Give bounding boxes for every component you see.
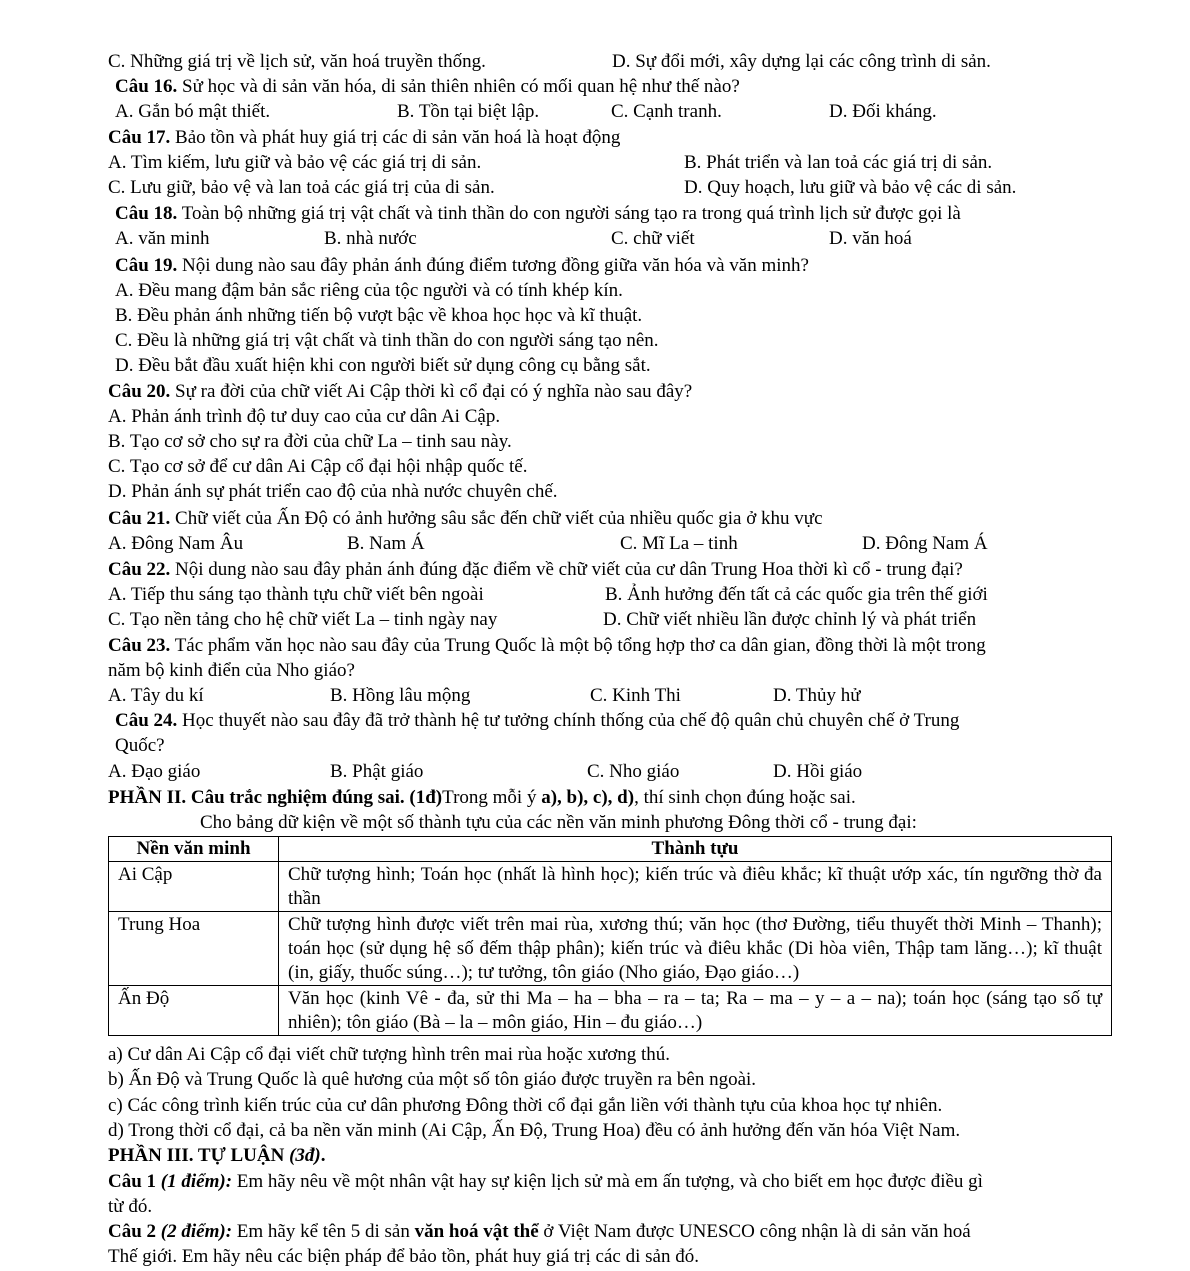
q22-text: Nội dung nào sau đây phản ánh đúng đặc điểm về chữ viết của cư dân Trung Hoa thời kì cổ - trung đại? (170, 559, 963, 580)
q23-option-a: A. Tây du kí (108, 685, 204, 706)
q16-option-c: C. Cạnh tranh. (611, 101, 722, 122)
q19-label: Câu 19. (115, 255, 178, 276)
essay-q2-text-2: Thế giới. Em hãy nêu các biện pháp để bảo tồn, phát huy giá trị các di sản đó. (108, 1246, 699, 1267)
essay-q2-label: Câu 2 (108, 1221, 161, 1242)
essay-q1-points: (1 điểm): (160, 1171, 233, 1192)
essay-q1-label: Câu 1 (108, 1171, 161, 1192)
part2-statement-b: b) Ấn Độ và Trung Quốc là quê hương của một số tôn giáo được truyền ra bên ngoài. (108, 1069, 757, 1090)
part2-intro-2: , thí sinh chọn đúng hoặc sai. (634, 787, 856, 808)
q24-question (115, 709, 959, 734)
q16-text: Sử học và di sản văn hóa, di sản thiên nhiên có mối quan hệ như thế nào? (177, 76, 740, 97)
q20-question (108, 380, 692, 405)
q17-text: Bảo tồn và phát huy giá trị các di sản văn hoá là hoạt động (170, 127, 621, 148)
q18-option-d: D. văn hoá (829, 228, 912, 249)
row-civilization-name: Ai Cập (109, 862, 279, 912)
part3-title-end: . (320, 1145, 326, 1166)
q17-option-c: C. Lưu giữ, bảo vệ và lan toả các giá trị của di sản. (108, 177, 495, 198)
part2-intro-1: Trong mỗi ý (442, 787, 542, 808)
q15-option-d: D. Sự đổi mới, xây dựng lại các công trình di sản. (612, 51, 991, 72)
row-achievements: Chữ tượng hình; Toán học (nhất là hình học); kiến trúc và điêu khắc; kĩ thuật ướp xác, tín ngưỡng thờ đa thần (279, 862, 1112, 912)
q20-option-d: D. Phản ánh sự phát triển cao độ của nhà nước chuyên chế. (108, 481, 558, 502)
q23-option-b: B. Hồng lâu mộng (330, 685, 471, 706)
part2-title: PHẦN II. Câu trắc nghiệm đúng sai. (1đ) (108, 787, 443, 808)
q23-text-2: năm bộ kinh điển của Nho giáo? (108, 660, 355, 681)
q21-option-d: D. Đông Nam Á (862, 533, 988, 554)
header-achievements: Thành tựu (279, 837, 1112, 862)
q24-option-d: D. Hồi giáo (773, 761, 863, 782)
essay-q2-points: (2 điểm): (160, 1221, 233, 1242)
q17-option-a: A. Tìm kiếm, lưu giữ và bảo vệ các giá trị di sản. (108, 152, 482, 173)
row-civilization-name: Ấn Độ (109, 986, 279, 1036)
q22-question (108, 558, 963, 583)
q19-text: Nội dung nào sau đây phản ánh đúng điểm tương đồng giữa văn hóa và văn minh? (177, 255, 809, 276)
q20-option-c: C. Tạo cơ sở để cư dân Ai Cập cổ đại hội nhập quốc tế. (108, 456, 528, 477)
table-caption: Cho bảng dữ kiện về một số thành tựu của các nền văn minh phương Đông thời cổ - trung đại: (200, 812, 917, 833)
q18-text: Toàn bộ những giá trị vật chất và tinh thần do con người sáng tạo ra trong quá trình lịch sử được gọi là (177, 203, 961, 224)
essay-q2-text-a: Em hãy kể tên 5 di sản (232, 1221, 415, 1242)
q19-option-c: C. Đều là những giá trị vật chất và tinh thần do con người sáng tạo nên. (115, 330, 659, 351)
table-row (109, 986, 1112, 1036)
essay-question-1 (108, 1170, 983, 1195)
essay-q1-text-2: từ đó. (108, 1196, 153, 1217)
part2-intro-bold: a), b), c), d) (541, 787, 635, 808)
row-achievements: Văn học (kinh Vê - đa, sử thi Ma – ha – bha – ra – ta; Ra – ma – y – a – na); toán học (sáng tạo số tự nhiên); tôn giáo (Bà – la – môn giáo, Hin – đu giáo…) (279, 986, 1112, 1036)
q24-label: Câu 24. (115, 710, 178, 731)
q16-label: Câu 16. (115, 76, 178, 97)
q15-option-c: C. Những giá trị về lịch sử, văn hoá truyền thống. (108, 51, 486, 72)
q24-text-1: Học thuyết nào sau đây đã trở thành hệ tư tưởng chính thống của chế độ quân chủ chuyên chế ở Trung (177, 710, 960, 731)
q19-option-a: A. Đều mang đậm bản sắc riêng của tộc người và có tính khép kín. (115, 280, 623, 301)
q17-option-d: D. Quy hoạch, lưu giữ và bảo vệ các di sản. (684, 177, 1017, 198)
q19-option-d: D. Đều bắt đầu xuất hiện khi con người biết sử dụng công cụ bằng sắt. (115, 355, 651, 376)
q17-question (108, 126, 620, 151)
essay-q2-text-b: ở Việt Nam được UNESCO công nhận là di sản văn hoá (538, 1221, 971, 1242)
q16-question (115, 75, 740, 100)
q24-option-a: A. Đạo giáo (108, 761, 201, 782)
q22-option-a: A. Tiếp thu sáng tạo thành tựu chữ viết bên ngoài (108, 584, 484, 605)
part3-title: PHẦN III. TỰ LUẬN (108, 1145, 290, 1166)
q24-text-2: Quốc? (115, 735, 165, 756)
row-civilization-name: Trung Hoa (109, 912, 279, 986)
q18-label: Câu 18. (115, 203, 178, 224)
row-achievements: Chữ tượng hình được viết trên mai rùa, xương thú; văn học (thơ Đường, tiểu thuyết thời Minh – Thanh); toán học (sử dụng hệ số đếm thập phân); kiến trúc và điêu khắc (Di hòa viên, Thập tam lăng…); kĩ thuật (in, giấy, thuốc súng…); tư tưởng, tôn giáo (Nho giáo, Đạo giáo…) (279, 912, 1112, 986)
q18-option-b: B. nhà nước (324, 228, 417, 249)
q21-question (108, 507, 823, 532)
q23-option-d: D. Thủy hử (773, 685, 861, 706)
q23-label: Câu 23. (108, 635, 171, 656)
q18-option-a: A. văn minh (115, 228, 210, 249)
part3-points: (3đ) (289, 1145, 321, 1166)
essay-q2-bold: văn hoá vật thể (414, 1221, 539, 1242)
table-row (109, 912, 1112, 986)
q17-option-b: B. Phát triển và lan toả các giá trị di sản. (684, 152, 993, 173)
q22-label: Câu 22. (108, 559, 171, 580)
q24-option-c: C. Nho giáo (587, 761, 680, 782)
q23-option-c: C. Kinh Thi (590, 685, 681, 706)
q20-option-b: B. Tạo cơ sở cho sự ra đời của chữ La – tinh sau này. (108, 431, 512, 452)
q22-option-c: C. Tạo nền tảng cho hệ chữ viết La – tinh ngày nay (108, 609, 498, 630)
q16-option-b: B. Tồn tại biệt lập. (397, 101, 540, 122)
part2-statement-c: c) Các công trình kiến trúc của cư dân phương Đông thời cổ đại gắn liền với thành tựu của khoa học tự nhiên. (108, 1095, 943, 1116)
header-civilization: Nền văn minh (109, 837, 279, 862)
table-row (109, 862, 1112, 912)
q18-option-c: C. chữ viết (611, 228, 695, 249)
q16-option-a: A. Gắn bó mật thiết. (115, 101, 271, 122)
q17-label: Câu 17. (108, 127, 171, 148)
q21-option-b: B. Nam Á (347, 533, 425, 554)
part2-statement-a: a) Cư dân Ai Cập cổ đại viết chữ tượng hình trên mai rùa hoặc xương thú. (108, 1044, 671, 1065)
essay-question-2 (108, 1220, 971, 1245)
q16-option-d: D. Đối kháng. (829, 101, 937, 122)
q19-question (115, 254, 809, 279)
q23-text-1: Tác phẩm văn học nào sau đây của Trung Quốc là một bộ tổng hợp thơ ca dân gian, đồng thời là một trong (170, 635, 986, 656)
q20-text: Sự ra đời của chữ viết Ai Cập thời kì cổ đại có ý nghĩa nào sau đây? (170, 381, 693, 402)
q21-option-c: C. Mĩ La – tinh (620, 533, 738, 554)
q23-question (108, 634, 986, 659)
q21-label: Câu 21. (108, 508, 171, 529)
q21-text: Chữ viết của Ấn Độ có ảnh hưởng sâu sắc đến chữ viết của nhiều quốc gia ở khu vực (170, 508, 823, 529)
q24-option-b: B. Phật giáo (330, 761, 424, 782)
part2-statement-d: d) Trong thời cổ đại, cả ba nền văn minh (Ai Cập, Ấn Độ, Trung Hoa) đều có ảnh hưởng đến văn hóa Việt Nam. (108, 1120, 961, 1141)
q20-option-a: A. Phản ánh trình độ tư duy cao của cư dân Ai Cập. (108, 406, 501, 427)
table-header-row (109, 837, 1112, 862)
q21-option-a: A. Đông Nam Âu (108, 533, 244, 554)
q22-option-b: B. Ảnh hưởng đến tất cả các quốc gia trên thế giới (605, 584, 988, 605)
achievements-table (108, 836, 1112, 1036)
q18-question (115, 202, 961, 227)
part3-heading (108, 1144, 325, 1169)
essay-q1-text-1: Em hãy nêu về một nhân vật hay sự kiện lịch sử mà em ấn tượng, và cho biết em học được điều gì (232, 1171, 983, 1192)
part2-heading (108, 786, 856, 811)
q22-option-d: D. Chữ viết nhiều lần được chỉnh lý và phát triển (603, 609, 977, 630)
q20-label: Câu 20. (108, 381, 171, 402)
q19-option-b: B. Đều phản ánh những tiến bộ vượt bậc về khoa học học và kĩ thuật. (115, 305, 643, 326)
